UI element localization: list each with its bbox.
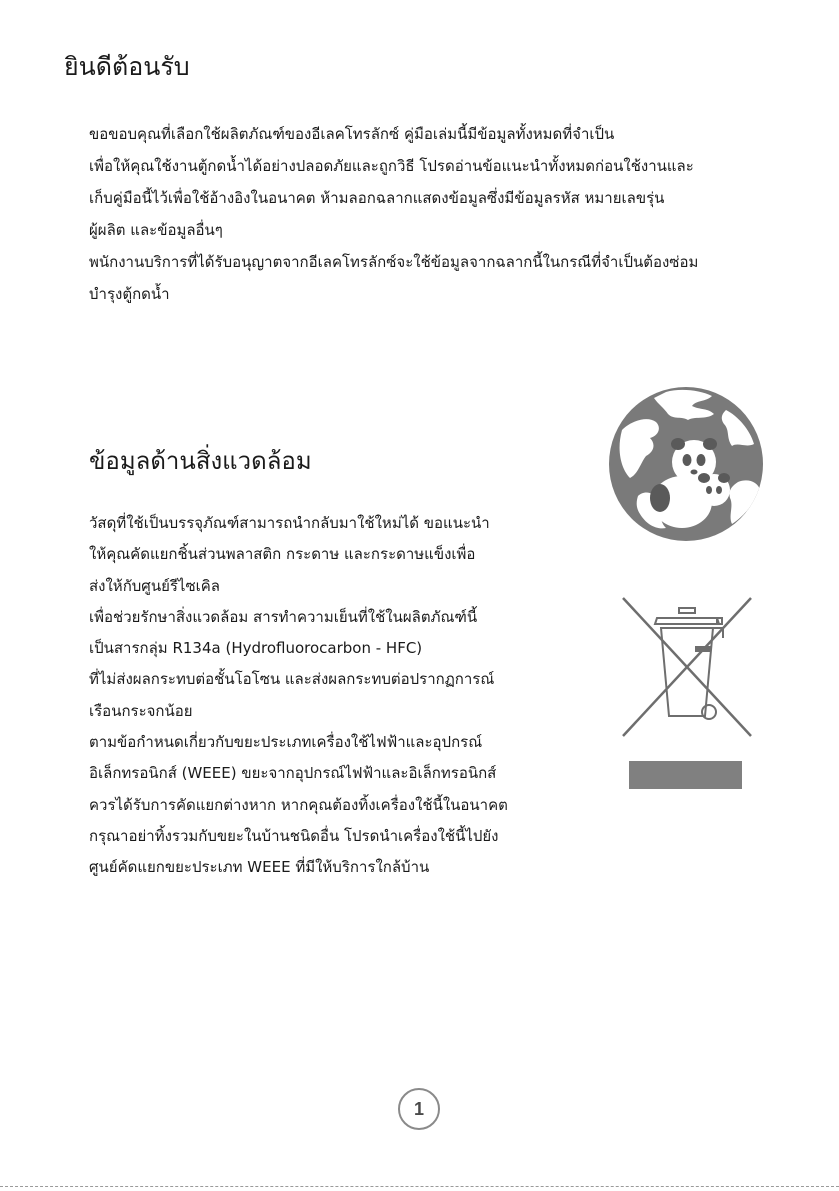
environment-line: เพื่อช่วยรักษาสิ่งแวดล้อม สารทำความเย็นที่ใช้ในผลิตภัณฑ์นี้: [89, 607, 478, 626]
environment-line: ให้คุณคัดแยกชิ้นส่วนพลาสติก กระดาษ และกระดาษแข็งเพื่อ: [89, 545, 476, 564]
weee-solid-bar: [629, 761, 742, 789]
page-edge-rule: [0, 1186, 839, 1187]
globe-with-pandas-icon: [608, 386, 764, 542]
crossed-out-wheelie-bin-icon: [617, 594, 757, 740]
environment-title: ข้อมูลด้านสิ่งแวดล้อม: [89, 447, 312, 475]
welcome-line: บำรุงตู้กดน้ำ: [89, 285, 170, 303]
welcome-line: เพื่อให้คุณใช้งานตู้กดน้ำได้อย่างปลอดภัยและถูกวิธี โปรดอ่านข้อแนะนำทั้งหมดก่อนใช้งานและ: [89, 157, 694, 175]
environment-line: อิเล็กทรอนิกส์ (WEEE) ขยะจากอุปกรณ์ไฟฟ้าและอิเล็กทรอนิกส์: [89, 764, 497, 783]
environment-line: ตามข้อกำหนดเกี่ยวกับขยะประเภทเครื่องใช้ไฟฟ้าและอุปกรณ์: [89, 733, 483, 752]
environment-line: เรือนกระจกน้อย: [89, 701, 193, 720]
environment-text: [89, 508, 589, 884]
welcome-line: เก็บคู่มือนี้ไว้เพื่อใช้อ้างอิงในอนาคต ห้ามลอกฉลากแสดงข้อมูลซึ่งมีข้อมูลรหัส หมายเลขรุ่น: [89, 189, 665, 207]
page-number: 1: [398, 1088, 440, 1130]
welcome-line: พนักงานบริการที่ได้รับอนุญาตจากอีเลคโทรลักซ์จะใช้ข้อมูลจากฉลากนี้ในกรณีที่จำเป็นต้องซ่อม: [89, 253, 699, 271]
environment-line: ควรได้รับการคัดแยกต่างหาก หากคุณต้องทิ้งเครื่องใช้นี้ในอนาคต: [89, 795, 508, 814]
welcome-line: ผู้ผลิต และข้อมูลอื่นๆ: [89, 221, 223, 239]
welcome-title: ยินดีต้อนรับ: [64, 52, 190, 81]
environment-line: กรุณาอย่าทิ้งรวมกับขยะในบ้านชนิดอื่น โปรดนำเครื่องใช้นี้ไปยัง: [89, 826, 499, 845]
environment-line: เป็นสารกลุ่ม R134a (Hydrofluorocarbon - HFC): [89, 639, 423, 658]
welcome-text: [89, 118, 789, 310]
environment-line: ที่ไม่ส่งผลกระทบต่อชั้นโอโซน และส่งผลกระทบต่อปรากฏการณ์: [89, 670, 495, 689]
environment-line: ส่งให้กับศูนย์รีไซเคิล: [89, 576, 220, 595]
environment-line: ศูนย์คัดแยกขยะประเภท WEEE ที่มีให้บริการใกล้บ้าน: [89, 858, 430, 877]
welcome-line: ขอขอบคุณที่เลือกใช้ผลิตภัณฑ์ของอีเลคโทรลักซ์ คู่มือเล่มนี้มีข้อมูลทั้งหมดที่จำเป็น: [89, 125, 615, 143]
environment-line: วัสดุที่ใช้เป็นบรรจุภัณฑ์สามารถนำกลับมาใช้ใหม่ได้ ขอแนะนำ: [89, 514, 490, 532]
